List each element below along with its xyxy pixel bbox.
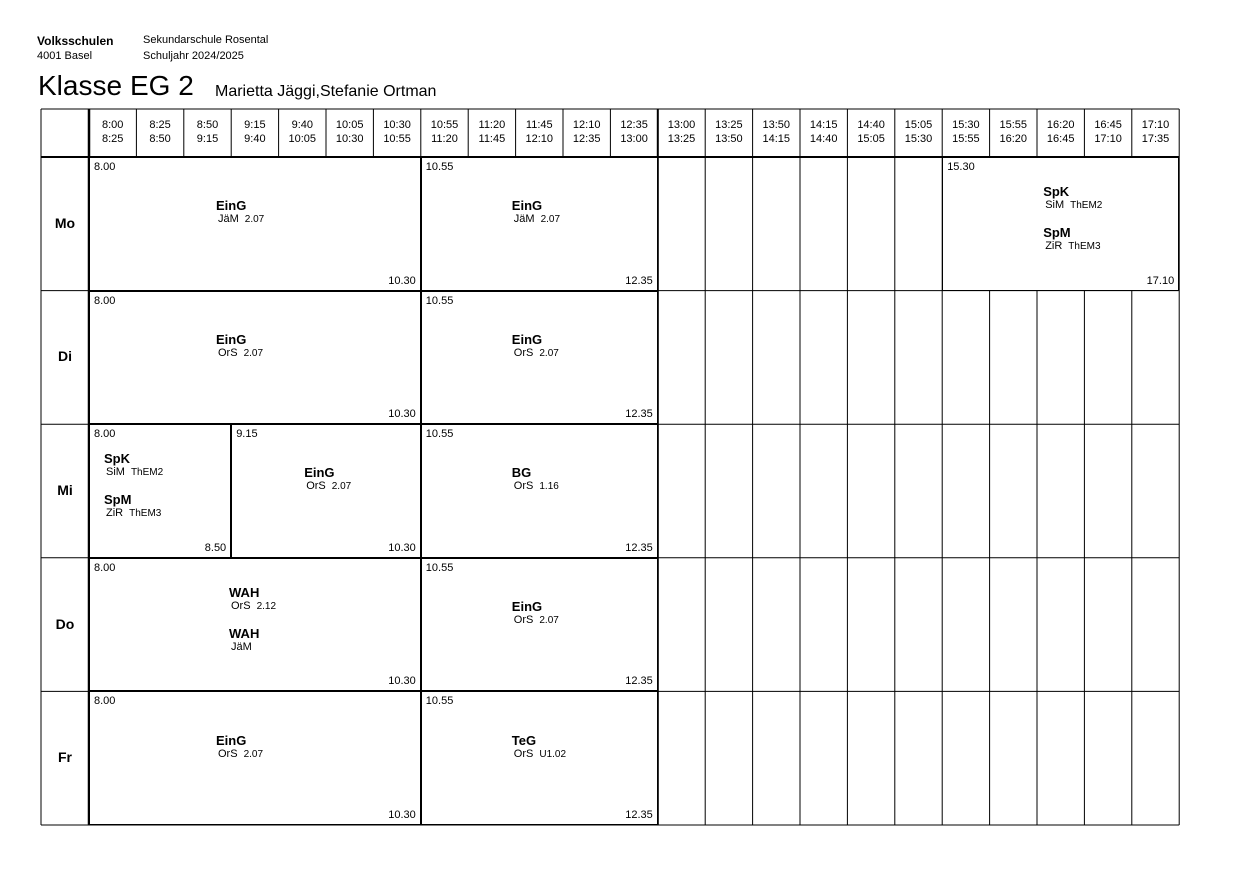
room-code: ThEM2 (130, 466, 164, 478)
room-code: ThEM3 (129, 507, 162, 519)
subject-code: EinG (511, 599, 543, 615)
lesson-entry (104, 492, 161, 520)
slot-start-time: 12:10 (572, 119, 601, 131)
slot-start-time: 8:50 (196, 119, 219, 131)
class-teachers: Marietta Jäggi,Stefanie Ortman (215, 83, 437, 100)
lesson-start-time: 10.55 (425, 428, 454, 441)
slot-start-time: 16:45 (1094, 119, 1122, 131)
slot-end-time: 15:30 (904, 133, 933, 145)
slot-start-time: 10:55 (430, 119, 459, 131)
slot-end-time: 9:15 (196, 133, 219, 145)
slot-start-time: 11:20 (478, 119, 506, 131)
day-label-fr: Fr (58, 749, 72, 766)
lesson-start-time: 8.00 (94, 695, 116, 708)
room-code: 2.07 (331, 481, 352, 493)
lesson-meta (1043, 199, 1102, 212)
teacher-code: OrS (218, 747, 238, 760)
room-code: 2.07 (244, 214, 265, 226)
lesson-end-time: 12.35 (625, 675, 653, 688)
lesson-block[interactable] (942, 157, 1179, 291)
lesson-block[interactable] (421, 558, 658, 692)
lesson-block[interactable] (89, 157, 421, 291)
day-label-di: Di (58, 348, 72, 365)
lesson-start-time: 10.55 (425, 294, 454, 307)
lesson-block[interactable] (421, 291, 658, 425)
teacher-code: OrS (513, 614, 534, 627)
subject-code: SpK (104, 450, 130, 466)
slot-start-time: 10:05 (335, 119, 364, 131)
slot-header (610, 118, 657, 146)
school-name: Sekundarschule Rosental (143, 34, 269, 46)
teacher-code: JäM (218, 213, 239, 226)
lesson-meta (229, 600, 276, 613)
slot-end-time: 11:45 (478, 133, 506, 145)
lesson-end-time: 12.35 (625, 408, 653, 421)
lesson-meta (512, 748, 566, 761)
slot-start-time: 9:15 (244, 119, 266, 131)
lesson-entry (512, 733, 566, 761)
lesson-entry (512, 198, 560, 226)
slot-end-time: 17:35 (1141, 133, 1170, 145)
slot-end-time: 12:35 (572, 133, 601, 145)
slot-start-time: 14:15 (809, 119, 838, 131)
slot-start-time: 11:45 (525, 119, 553, 131)
slot-header (279, 118, 326, 146)
lesson-block[interactable] (89, 691, 421, 825)
lesson-meta (216, 213, 264, 226)
slot-header (373, 118, 420, 146)
room-code: 2.12 (256, 600, 277, 612)
day-label-mi: Mi (57, 482, 73, 498)
slot-end-time: 12:10 (525, 133, 554, 145)
slot-start-time: 14:40 (857, 119, 885, 131)
lesson-entry (216, 332, 263, 360)
teacher-code: OrS (513, 480, 534, 493)
class-label: Klasse (38, 70, 123, 101)
slot-end-time: 13:50 (715, 133, 743, 145)
lesson-entry (512, 599, 559, 627)
subject-code: EinG (216, 331, 247, 347)
lesson-entry (216, 733, 263, 761)
slot-end-time: 15:55 (952, 133, 980, 145)
room-code: ThEM2 (1070, 199, 1103, 211)
lesson-entry (1043, 225, 1100, 253)
lesson-meta (104, 466, 163, 479)
slot-header (89, 118, 136, 146)
lesson-end-time: 17.10 (1146, 274, 1175, 287)
lesson-block[interactable] (421, 157, 658, 291)
teacher-code: JäM (513, 213, 535, 226)
lesson-start-time: 10.55 (425, 561, 454, 574)
slot-start-time: 13:25 (715, 119, 743, 131)
lesson-meta (512, 480, 559, 493)
slot-end-time: 9:40 (244, 133, 266, 145)
lesson-block[interactable] (421, 691, 658, 825)
room-code: 2.07 (540, 214, 561, 226)
subject-code: EinG (216, 198, 247, 214)
slot-header (1037, 118, 1084, 146)
lesson-start-time: 8.00 (94, 294, 116, 307)
lesson-end-time: 8.50 (204, 541, 227, 554)
org-name: Volksschulen (37, 34, 114, 48)
slot-start-time: 15:55 (999, 119, 1028, 131)
slot-header (942, 118, 989, 146)
slot-header (231, 118, 278, 146)
lesson-block[interactable] (89, 424, 231, 558)
slot-header (326, 118, 373, 146)
slot-start-time: 16:20 (1046, 119, 1075, 131)
teacher-code: SiM (1045, 198, 1065, 211)
subject-code: WAH (229, 584, 260, 600)
lesson-entry (229, 585, 276, 613)
lesson-block[interactable] (231, 424, 421, 558)
teacher-code: OrS (513, 346, 534, 359)
lesson-end-time: 10.30 (388, 274, 416, 287)
teacher-code: SiM (106, 465, 125, 478)
slot-header (658, 118, 705, 146)
subject-code: SpK (1043, 183, 1070, 199)
slot-header (705, 118, 752, 146)
lesson-end-time: 10.30 (388, 808, 416, 821)
lesson-entry (512, 465, 559, 493)
subject-code: EinG (216, 732, 247, 748)
room-code: 1.16 (539, 481, 559, 493)
slot-start-time: 8:00 (101, 119, 124, 131)
lesson-block[interactable] (89, 558, 421, 692)
slot-header (990, 118, 1037, 146)
room-code: 2.07 (243, 347, 264, 359)
slot-end-time: 8:25 (101, 133, 124, 145)
subject-code: BG (511, 465, 532, 481)
subject-code: WAH (229, 625, 260, 641)
room-code: U1.02 (539, 748, 567, 760)
slot-header (1132, 118, 1179, 146)
slot-start-time: 12:35 (620, 119, 648, 131)
lesson-meta (512, 347, 559, 360)
slot-start-time: 10:30 (383, 119, 411, 131)
lesson-block[interactable] (421, 424, 658, 558)
lesson-meta (216, 347, 263, 360)
teacher-code: OrS (231, 599, 251, 612)
lesson-entry (229, 626, 259, 654)
lesson-start-time: 8.00 (94, 161, 116, 173)
slot-header (136, 118, 183, 146)
slot-end-time: 11:20 (431, 133, 458, 145)
slot-end-time: 17:10 (1094, 133, 1122, 145)
lesson-end-time: 12.35 (625, 541, 653, 554)
teacher-code: JäM (231, 640, 252, 653)
lesson-end-time: 10.30 (388, 675, 416, 688)
lesson-meta (1043, 240, 1100, 253)
subject-code: SpM (104, 491, 132, 507)
slot-header (1084, 118, 1131, 146)
slot-header (468, 118, 515, 146)
slot-end-time: 16:20 (999, 133, 1028, 145)
org-city: 4001 Basel (37, 50, 93, 62)
lesson-meta (229, 641, 259, 654)
slot-end-time: 10:05 (288, 133, 317, 145)
slot-end-time: 16:45 (1046, 133, 1075, 145)
lesson-block[interactable] (89, 291, 421, 425)
lesson-meta (304, 480, 351, 493)
lesson-end-time: 10.30 (388, 541, 416, 554)
slot-end-time: 13:25 (667, 133, 696, 145)
slot-start-time: 13:00 (667, 119, 696, 131)
subject-code: EinG (304, 465, 335, 481)
lesson-meta (512, 614, 559, 627)
school-year: Schuljahr 2024/2025 (143, 50, 244, 62)
room-code: ThEM3 (1068, 240, 1101, 252)
lesson-entry (304, 465, 351, 493)
lesson-start-time: 10.55 (425, 695, 454, 708)
slot-end-time: 14:40 (809, 133, 838, 145)
lesson-start-time: 8.00 (94, 561, 116, 574)
slot-header (753, 118, 800, 146)
lesson-end-time: 12.35 (625, 808, 653, 821)
lesson-meta (216, 748, 263, 761)
lesson-start-time: 15.30 (947, 161, 975, 173)
subject-code: TeG (511, 732, 537, 748)
room-code: 2.07 (243, 748, 264, 760)
slot-end-time: 10:30 (335, 133, 364, 145)
slot-header (421, 118, 468, 146)
class-name: EG 2 (130, 70, 194, 101)
teacher-code: OrS (218, 346, 238, 359)
slot-start-time: 15:05 (904, 119, 933, 131)
day-label-mo: Mo (54, 214, 76, 231)
lesson-entry (216, 198, 264, 226)
lesson-end-time: 10.30 (388, 408, 416, 421)
lesson-end-time: 12.35 (625, 274, 653, 287)
lesson-start-time: 8.00 (94, 428, 116, 441)
slot-header (516, 118, 563, 146)
lesson-entry (104, 451, 163, 479)
lesson-entry (1043, 184, 1102, 212)
slot-end-time: 14:15 (762, 133, 791, 145)
room-code: 2.07 (539, 347, 559, 359)
day-label-do: Do (55, 615, 75, 632)
slot-start-time: 9:40 (291, 119, 313, 131)
subject-code: EinG (511, 331, 543, 347)
teacher-code: OrS (513, 747, 534, 760)
room-code: 2.07 (539, 615, 559, 627)
teacher-code: ZiR (1045, 239, 1063, 252)
lesson-start-time: 10.55 (425, 161, 454, 173)
slot-header (563, 118, 610, 146)
lesson-start-time: 9.15 (236, 428, 258, 441)
slot-end-time: 10:55 (383, 133, 411, 145)
teacher-code: ZiR (106, 506, 124, 519)
slot-end-time: 8:50 (149, 133, 171, 145)
teacher-code: OrS (306, 480, 326, 493)
slot-start-time: 17:10 (1141, 119, 1170, 131)
lesson-meta (104, 507, 161, 520)
slot-start-time: 15:30 (952, 119, 980, 131)
slot-end-time: 13:00 (620, 133, 648, 145)
slot-header (895, 118, 942, 146)
slot-start-time: 8:25 (149, 119, 171, 131)
slot-header (847, 118, 894, 146)
lesson-entry (512, 332, 559, 360)
slot-end-time: 15:05 (857, 133, 885, 145)
lesson-meta (512, 213, 560, 226)
slot-header (800, 118, 847, 146)
subject-code: SpM (1043, 224, 1071, 240)
slot-start-time: 13:50 (762, 119, 791, 131)
slot-header (184, 118, 231, 146)
subject-code: EinG (511, 198, 543, 214)
